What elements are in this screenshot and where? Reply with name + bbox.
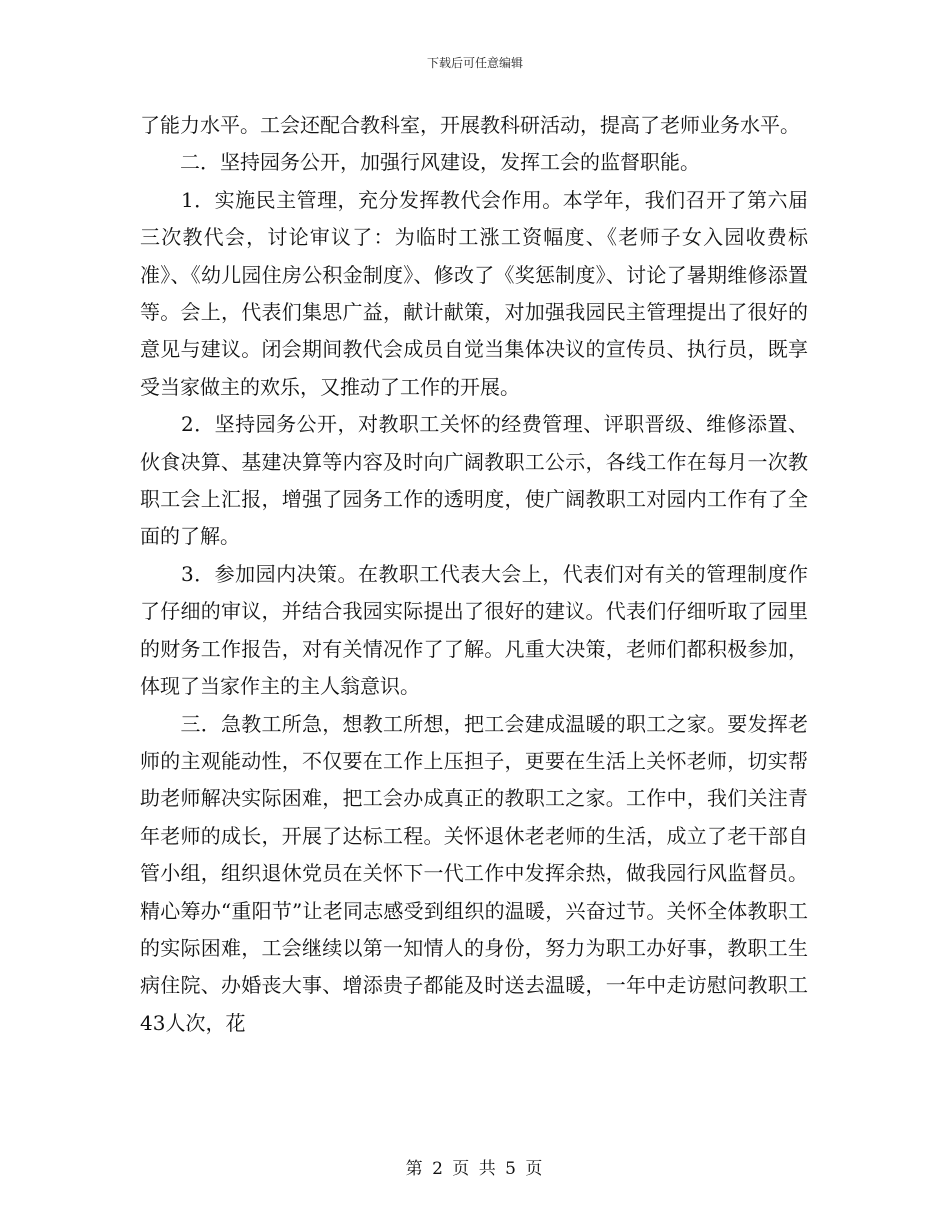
section-heading: 二．坚持园务公开，加强行风建设，发挥工会的监督职能。: [140, 150, 700, 175]
page-number: 第 2 页 共 5 页: [405, 1159, 545, 1179]
paragraph: 1．实施民主管理，充分发挥教代会作用。本学年，我们召开了第六届三次教代会，讨论审议了：为临时工涨工资幅度、《老师子女入园收费标准》、《幼儿园住房公积金制度》、修改了《奖惩制度》、讨论了暑期维修添置 等。会上，代表们集思广益，献计献策，对加强我园民主管理提出了很好的意见与建议。闭会期间教代会成员自觉当集体决议的宣传员、执行员，既享受当家做主的欢乐，又推动了工作的开展。: [140, 187, 808, 399]
document-body: [140, 107, 808, 1042]
paragraph: 3．参加园内决策。在教职工代表大会上，代表们对有关的管理制度作了仔细的审议，并结合我园实际提出了很好的建议。代表们仔细听取了园里的财务工作报告，对有关情况作了了解。凡重大决策，老师们都积极参加，体现了当家作主的主人翁意识。: [140, 561, 808, 699]
section-heading-paragraph: 三．急教工所急，想教工所想，把工会建成温暖的职工之家。要发挥老师的主观能动性，不仅要在工作上压担子，更要在生活上关怀老师，切实帮助老师解决实际困难，把工会办成真正的教职工之家。工作中，我们关注青年老师的成长，开展了达标工程。关怀退休老老师的生活，成立了老干部自管小组，组织退休党员在关怀下一代工作中发挥余热，做我园行风监督员。精心筹办“重阳节”让老同志感受到组织的温暖，兴奋过节。关怀全体教职工的实际困难，工会继续以第一知情人的身份，努力为职工办好事，教职工生病住院、办婚丧大事、增添贵子都能及时送去温暖，一年中走访慰问教职工43人次，花: [140, 711, 808, 1035]
paragraph: 2．坚持园务公开，对教职工关怀的经费管理、评职晋级、维修添置、伙食决算、基建决算等内容及时向广阔教职工公示，各线工作在每月一次教职工会上汇报，增强了园务工作的透明度，使广阔教职工对园内工作有了全面的了解。: [140, 412, 808, 549]
page-header: 下载后可任意编辑: [426, 56, 523, 70]
paragraph: 了能力水平。工会还配合教科室，开展教科研活动，提高了老师业务水平。: [140, 113, 800, 137]
